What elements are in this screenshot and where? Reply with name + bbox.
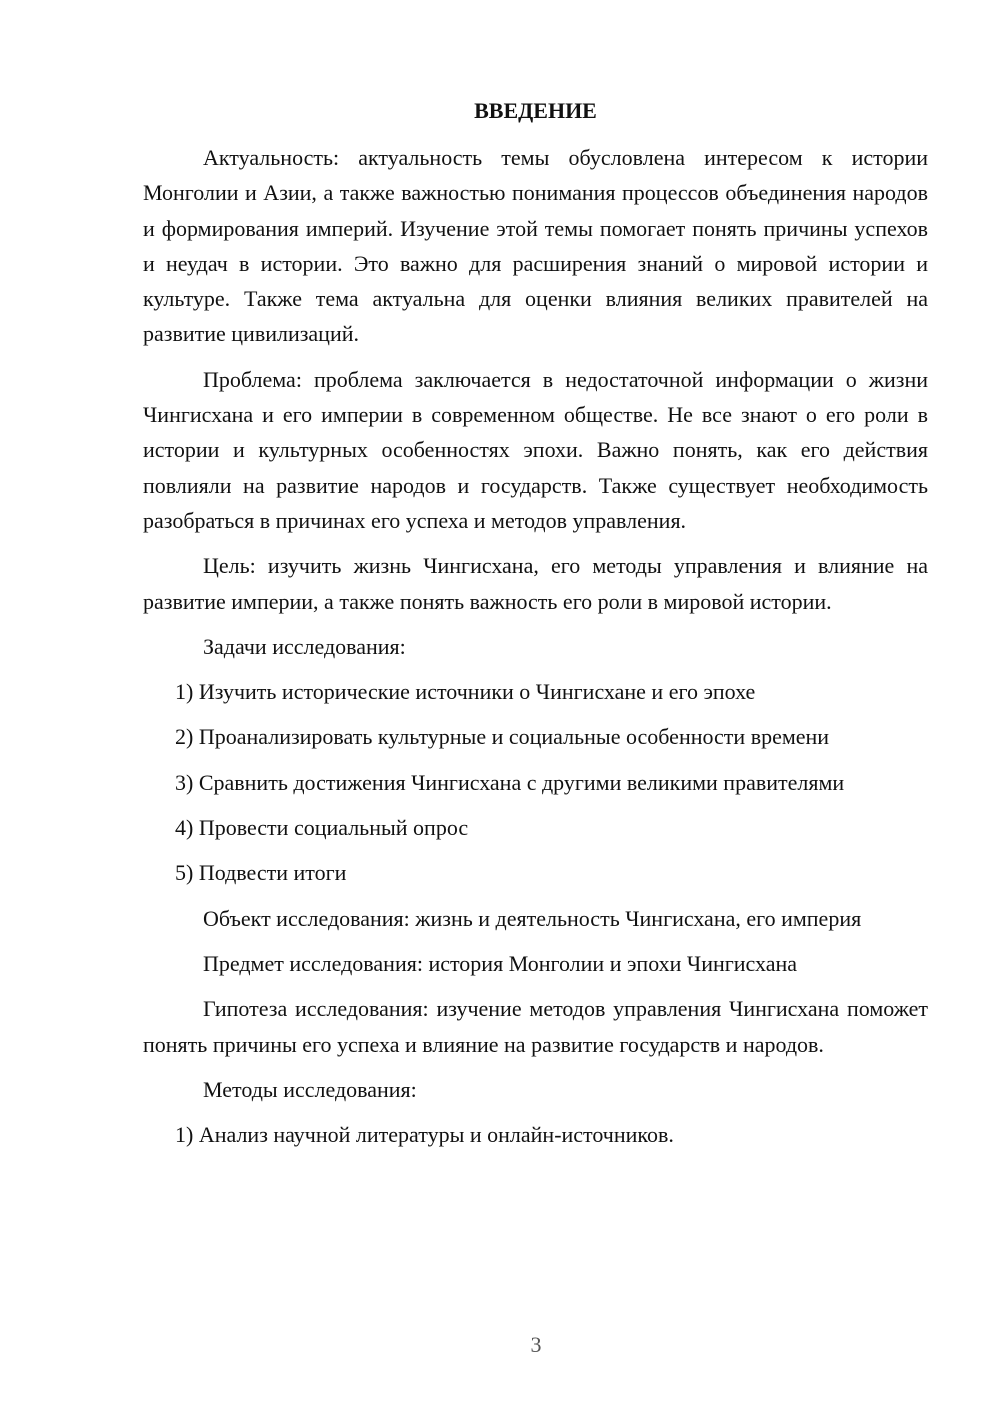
list-item: 3) Сравнить достижения Чингисхана с другими великими правителями — [175, 769, 845, 795]
methods-label: Методы исследования: — [203, 1076, 417, 1102]
list-item: 1) Анализ научной литературы и онлайн-источников. — [175, 1122, 674, 1148]
relevance-paragraph: Актуальность: актуальность темы обусловлена интересом к истории Монголии и Азии, а также важностью понимания процессов объединения народов и формирования империй. Изучение этой темы помогает понять причины успехов и неудач в истории. Это важно для расширения знаний о мировой истории и культуре. Также тема актуальна для оценки влияния великих правителей на развитие цивилизаций. — [143, 145, 928, 347]
list-item: 4) Провести социальный опрос — [175, 815, 469, 841]
subject-paragraph: Предмет исследования: история Монголии и эпохи Чингисхана — [203, 950, 798, 976]
tasks-label: Задачи исследования: — [203, 633, 406, 659]
tasks-list — [143, 674, 928, 890]
document-body — [143, 94, 928, 1162]
object-paragraph: Объект исследования: жизнь и деятельность Чингисхана, его империя — [203, 905, 862, 931]
goal-paragraph: Цель: изучить жизнь Чингисхана, его методы управления и влияние на развитие империи, а также понять важность его роли в мировой истории. — [143, 553, 928, 614]
page-number: 3 — [530, 1332, 542, 1357]
list-item: 2) Проанализировать культурные и социальные особенности времени — [175, 724, 830, 750]
section-heading: ВВЕДЕНИЕ — [474, 98, 597, 123]
hypothesis-paragraph: Гипотеза исследования: изучение методов управления Чингисхана поможет понять причины его успеха и влияние на развитие государств и народов. — [143, 996, 928, 1057]
list-item: 1) Изучить исторические источники о Чингисхане и его эпохе — [175, 679, 756, 705]
methods-list — [143, 1117, 928, 1152]
list-item: 5) Подвести итоги — [175, 860, 347, 886]
problem-paragraph: Проблема: проблема заключается в недостаточной информации о жизни Чингисхана и его империи в современном обществе. Не все знают о его роли в истории и культурных особенностях эпохи. Важно понять, как его действия повлияли на развитие народов и государств. Также существует необходимость разобраться в причинах его успеха и методов управления. — [143, 366, 928, 533]
